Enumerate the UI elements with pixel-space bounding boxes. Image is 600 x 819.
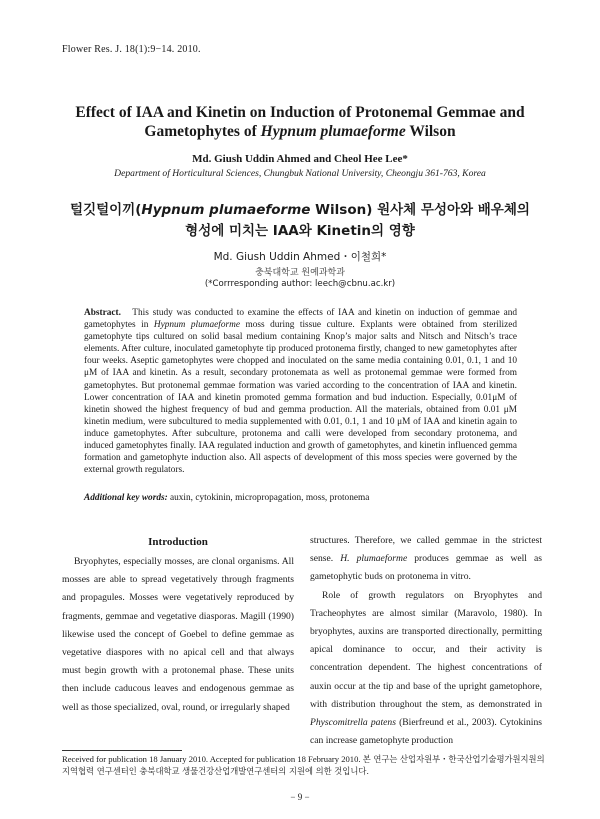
intro-paragraph-1: Bryophytes, especially mosses, are clonal organisms. All mosses are able to spread vegetatively through fragments and propagules. Mosses were vegetatively reproduced by fragments, gemmae and vegetative diasporas. Magill (1990) likewise used the concept of Goebel to define gemmae as vegetative diaspores with no apical cell and that always must begin growth with a protonemal phase. These units then include caducous leaves and endogenous gemmae as well as those specialized, oval, round, or irregularly shaped xyxy=(62,556,294,713)
paper-title-english xyxy=(40,103,560,141)
paper-title-korean xyxy=(40,200,560,242)
footnote-dates: Received for publication 18 January 2010. Accepted for publication 18 February 2010. xyxy=(62,754,363,764)
footnote xyxy=(62,754,552,777)
title-ko-line-1: 털깃털이끼(Hypnum plumaeforme Wilson) 원사체 무성아와 배우체의 xyxy=(70,202,530,218)
page-number: − 9 − xyxy=(290,792,310,802)
title-line-1: Effect of IAA and Kinetin on Induction of Protonemal Gemmae and xyxy=(75,104,525,121)
species-name: Hypnum plumaeforme xyxy=(260,123,406,140)
body-column-left xyxy=(62,553,294,717)
keywords xyxy=(84,493,517,503)
title-ko-line-2: 형성에 미치는 IAA와 Kinetin의 영향 xyxy=(185,223,415,239)
intro-paragraph-2: Role of growth regulators on Bryophytes and Tracheophytes are almost similar (Maravolo, 1980). In bryophytes, auxins are transported directionally, permitting apical dominance to occur, and their activity is concentration dependent. The highest concentrations of auxin occur at the tip and base of the upright gametophore, with distribution throughout the stem, as demonstrated in Physcomitrella patens (Bierfreund et al., 2003). Cytokinins can increase gametophyte production xyxy=(310,589,542,747)
abstract-label: Abstract. xyxy=(84,308,121,318)
body-column-right xyxy=(310,532,542,750)
abstract: Abstract. This study was conducted to examine the effects of IAA and kinetin on induction of gemmae and gametophytes in Hypnum plumaeforme moss during tissue culture. Explants were obtained from sterilized gametophyte tips cultured on solid basal medium containing Knop’s major salts and Nitsch and Nitsch’s trace elements. After culture, inoculated gametophyte tip produced protonema firstly, changed to new gametophytes after four weeks. Aseptic gametophytes were chopped and inoculated on the same media containing 0.01, 0.1, 1 and 10 μM of IAA and kinetin. As a result, secondary protonemata as well as protonemal gemmae were formed from gametophytes. But protonemal gemmae formation was varied according to the concentration of IAA and kinetin. Lower concentration of IAA and kinetin promoted gemma formation and bud induction. Especially, 0.01μM of kinetin showed the highest frequency of bud and gemma production. All the materials, obtained from 0.01 μM kinetin medium, were subcultured to media supplemented with 0.01, 0.1, 1 and 10 μM of IAA and kinetin again to induce gametophytes. After subculture, protonema and calli were developed from secondary protonema, and induced gametophytes finally. IAA regulated induction and growth of gametophytes, and kinetin influenced gemma formation and gametophyte induction also. All aspects of development of this moss species were governed by the external growth regulators. xyxy=(84,308,517,476)
journal-citation: Flower Res. J. 18(1):9−14. 2010. xyxy=(62,44,201,55)
footnote-divider xyxy=(62,750,182,751)
authors-korean: Md. Giush Uddin Ahmed・이철희* xyxy=(213,251,387,263)
corresponding-author: (*Corrresponding author: leech@cbnu.ac.kr) xyxy=(204,279,396,289)
affiliation-korean: 충북대학교 원예과학과 xyxy=(255,268,345,278)
footnote-funding: 본 연구는 산업자원부・한국산업기술평가원지원의 지역협력 연구센터인 충북대학교 생물건강산업개발연구센터의 지원에 의한 것입니다. xyxy=(62,754,545,776)
keywords-label: Additional key words: xyxy=(84,493,168,503)
title-line-2: Gametophytes of Hypnum plumaeforme Wilson xyxy=(144,123,456,140)
section-heading-introduction: Introduction xyxy=(148,536,208,548)
authors-english: Md. Giush Uddin Ahmed and Cheol Hee Lee* xyxy=(192,153,408,165)
keywords-list: auxin, cytokinin, micropropagation, moss, protonema xyxy=(167,493,370,503)
affiliation-english: Department of Horticultural Sciences, Chungbuk National University, Cheongju 361-763, Korea xyxy=(114,168,486,179)
intro-paragraph-1-cont: structures. Therefore, we called gemmae in the strictest sense. H. plumaeforme produces gemmae as well as gametophytic buds on protonema in vitro. xyxy=(310,535,542,583)
